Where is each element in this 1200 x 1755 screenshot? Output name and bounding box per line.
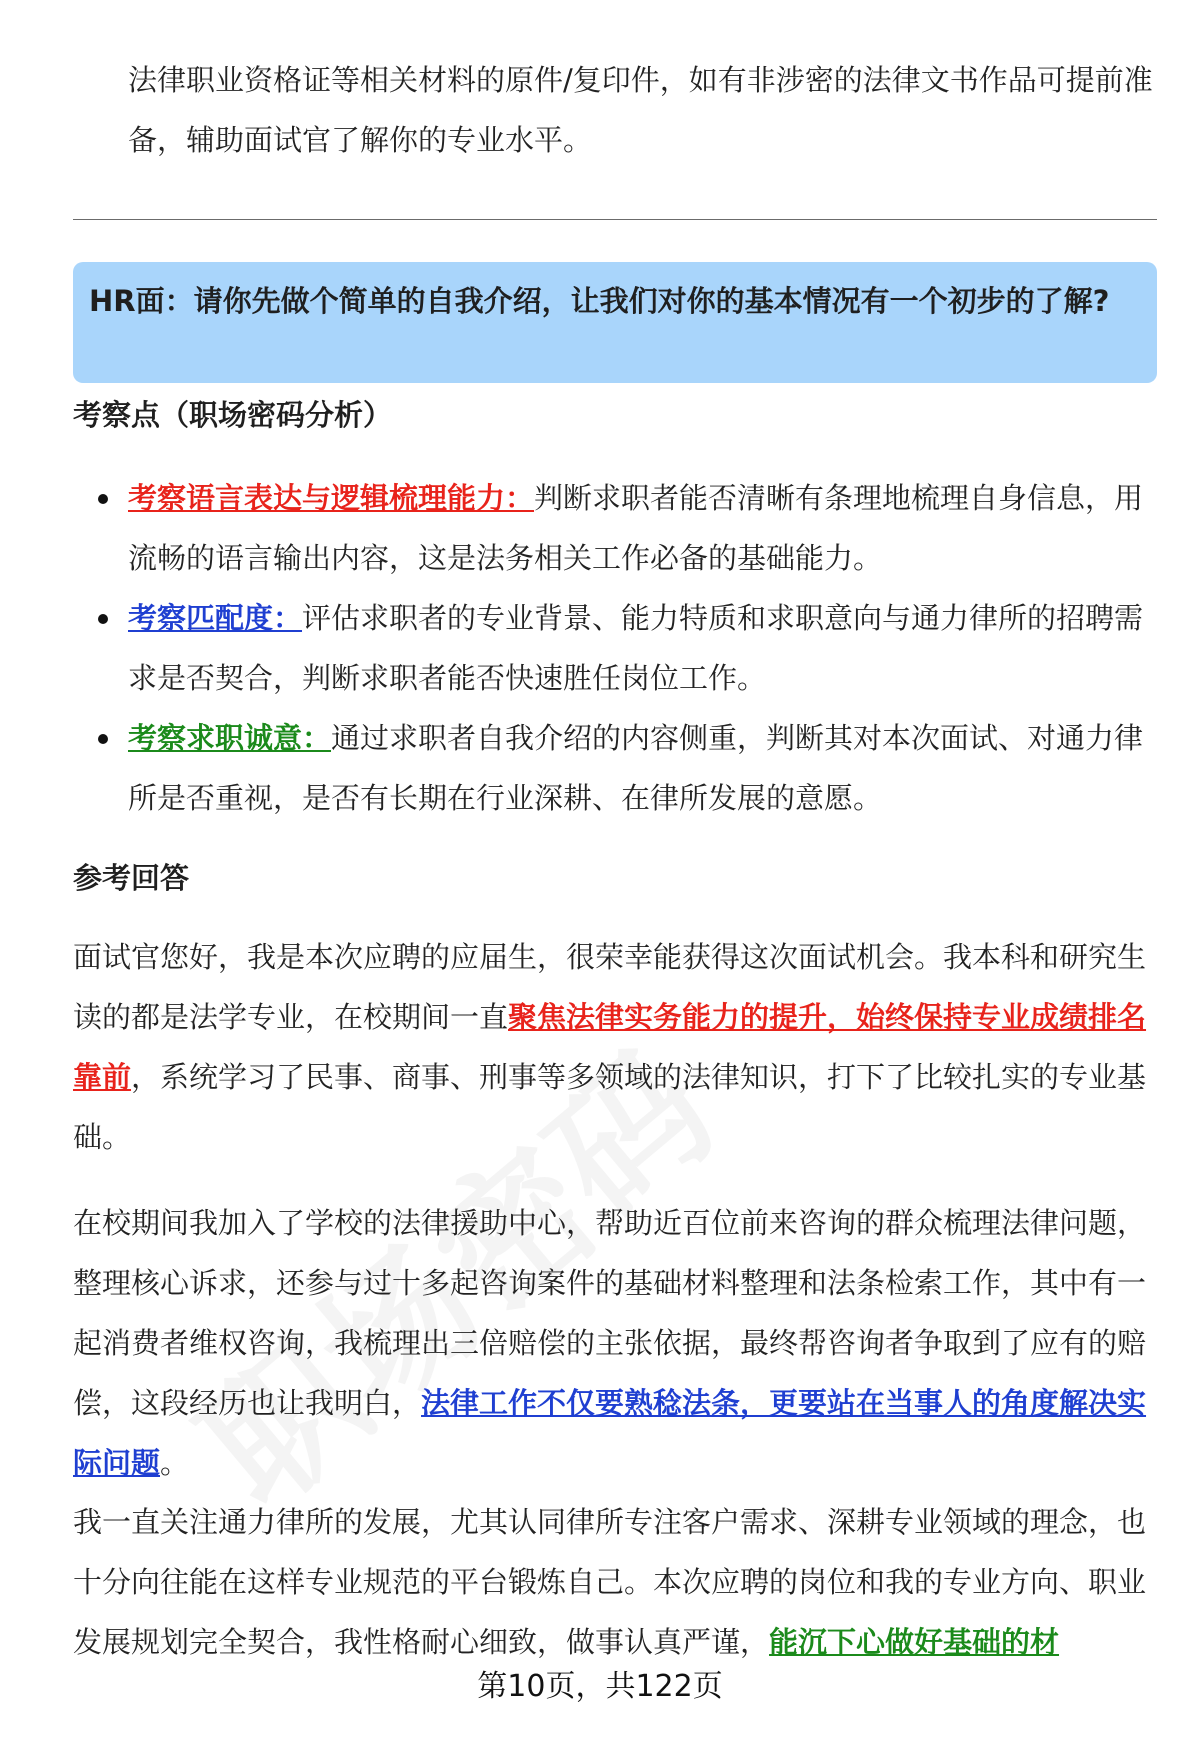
answer-p1-text-end: ，系统学习了民事、商事、刑事等多领域的法律知识，打下了比较扎实的专业基础。 (73, 1060, 1147, 1154)
intro-paragraph: 法律职业资格证等相关材料的原件/复印件，如有非涉密的法律文书作品可提前准备，辅助面试官了解你的专业水平。 (128, 63, 1153, 157)
list-item (73, 708, 1163, 828)
bullet-dot-icon (98, 614, 108, 624)
answer-paragraph-2 (73, 1193, 1158, 1493)
analysis-key-language: 考察语言表达与逻辑梳理能力： (128, 481, 535, 515)
answer-p2-text-end: 。 (160, 1446, 190, 1480)
analysis-key-sincerity: 考察求职诚意： (128, 721, 332, 755)
answer-paragraph-3 (73, 1492, 1158, 1672)
answer-p1-text: 面试官您好，我是本次应聘的应届生，很荣幸能获得这次面试机会。我本科和研究生读的都是法学专业，在校期间一直 (73, 940, 1147, 1034)
answer-p3-highlight: 能沉下心做好基础的材 (769, 1625, 1060, 1659)
analysis-text-match: 评估求职者的专业背景、能力特质和求职意向与通力律所的招聘需求是否契合，判断求职者能否快速胜任岗位工作。 (128, 601, 1144, 695)
analysis-text-language: 判断求职者能否清晰有条理地梳理自身信息，用流畅的语言输出内容，这是法务相关工作必备的基础能力。 (128, 481, 1144, 575)
answer-heading: 参考回答 (73, 861, 190, 895)
page-number-footer: 第10页，共122页 (477, 1669, 723, 1704)
list-item (73, 468, 1163, 588)
answer-p2-text: 在校期间我加入了学校的法律援助中心，帮助近百位前来咨询的群众梳理法律问题，整理核心诉求，还参与过十多起咨询案件的基础材料整理和法条检索工作，其中有一起消费者维权咨询，我梳理出三倍赔偿的主张依据，最终帮咨询者争取到了应有的赔偿，这段经历也让我明白， (73, 1206, 1147, 1420)
answer-p1-highlight: 聚焦法律实务能力的提升，始终保持专业成绩排名靠前 (73, 1000, 1147, 1094)
answer-p3-text: 我一直关注通力律所的发展，尤其认同律所专注客户需求、深耕专业领域的理念，也十分向往能在这样专业规范的平台锻炼自己。本次应聘的岗位和我的专业方向、职业发展规划完全契合，我性格耐心细致，做事认真严谨， (73, 1505, 1147, 1659)
list-item (73, 588, 1163, 708)
bullet-dot-icon (98, 734, 108, 744)
answer-paragraph-1 (73, 927, 1158, 1167)
horizontal-divider (73, 219, 1157, 220)
answer-p2-highlight: 法律工作不仅要熟稔法条，更要站在当事人的角度解决实际问题 (73, 1386, 1147, 1480)
question-text: HR面：请你先做个简单的自我介绍，让我们对你的基本情况有一个初步的了解? (89, 284, 1110, 318)
analysis-text-sincerity: 通过求职者自我介绍的内容侧重，判断其对本次面试、对通力律所是否重视，是否有长期在行业深耕、在律所发展的意愿。 (128, 721, 1144, 815)
analysis-heading: 考察点（职场密码分析） (73, 398, 393, 432)
question-box (73, 262, 1157, 383)
analysis-list (73, 468, 1163, 828)
analysis-key-match: 考察匹配度： (128, 601, 303, 635)
bullet-dot-icon (98, 494, 108, 504)
